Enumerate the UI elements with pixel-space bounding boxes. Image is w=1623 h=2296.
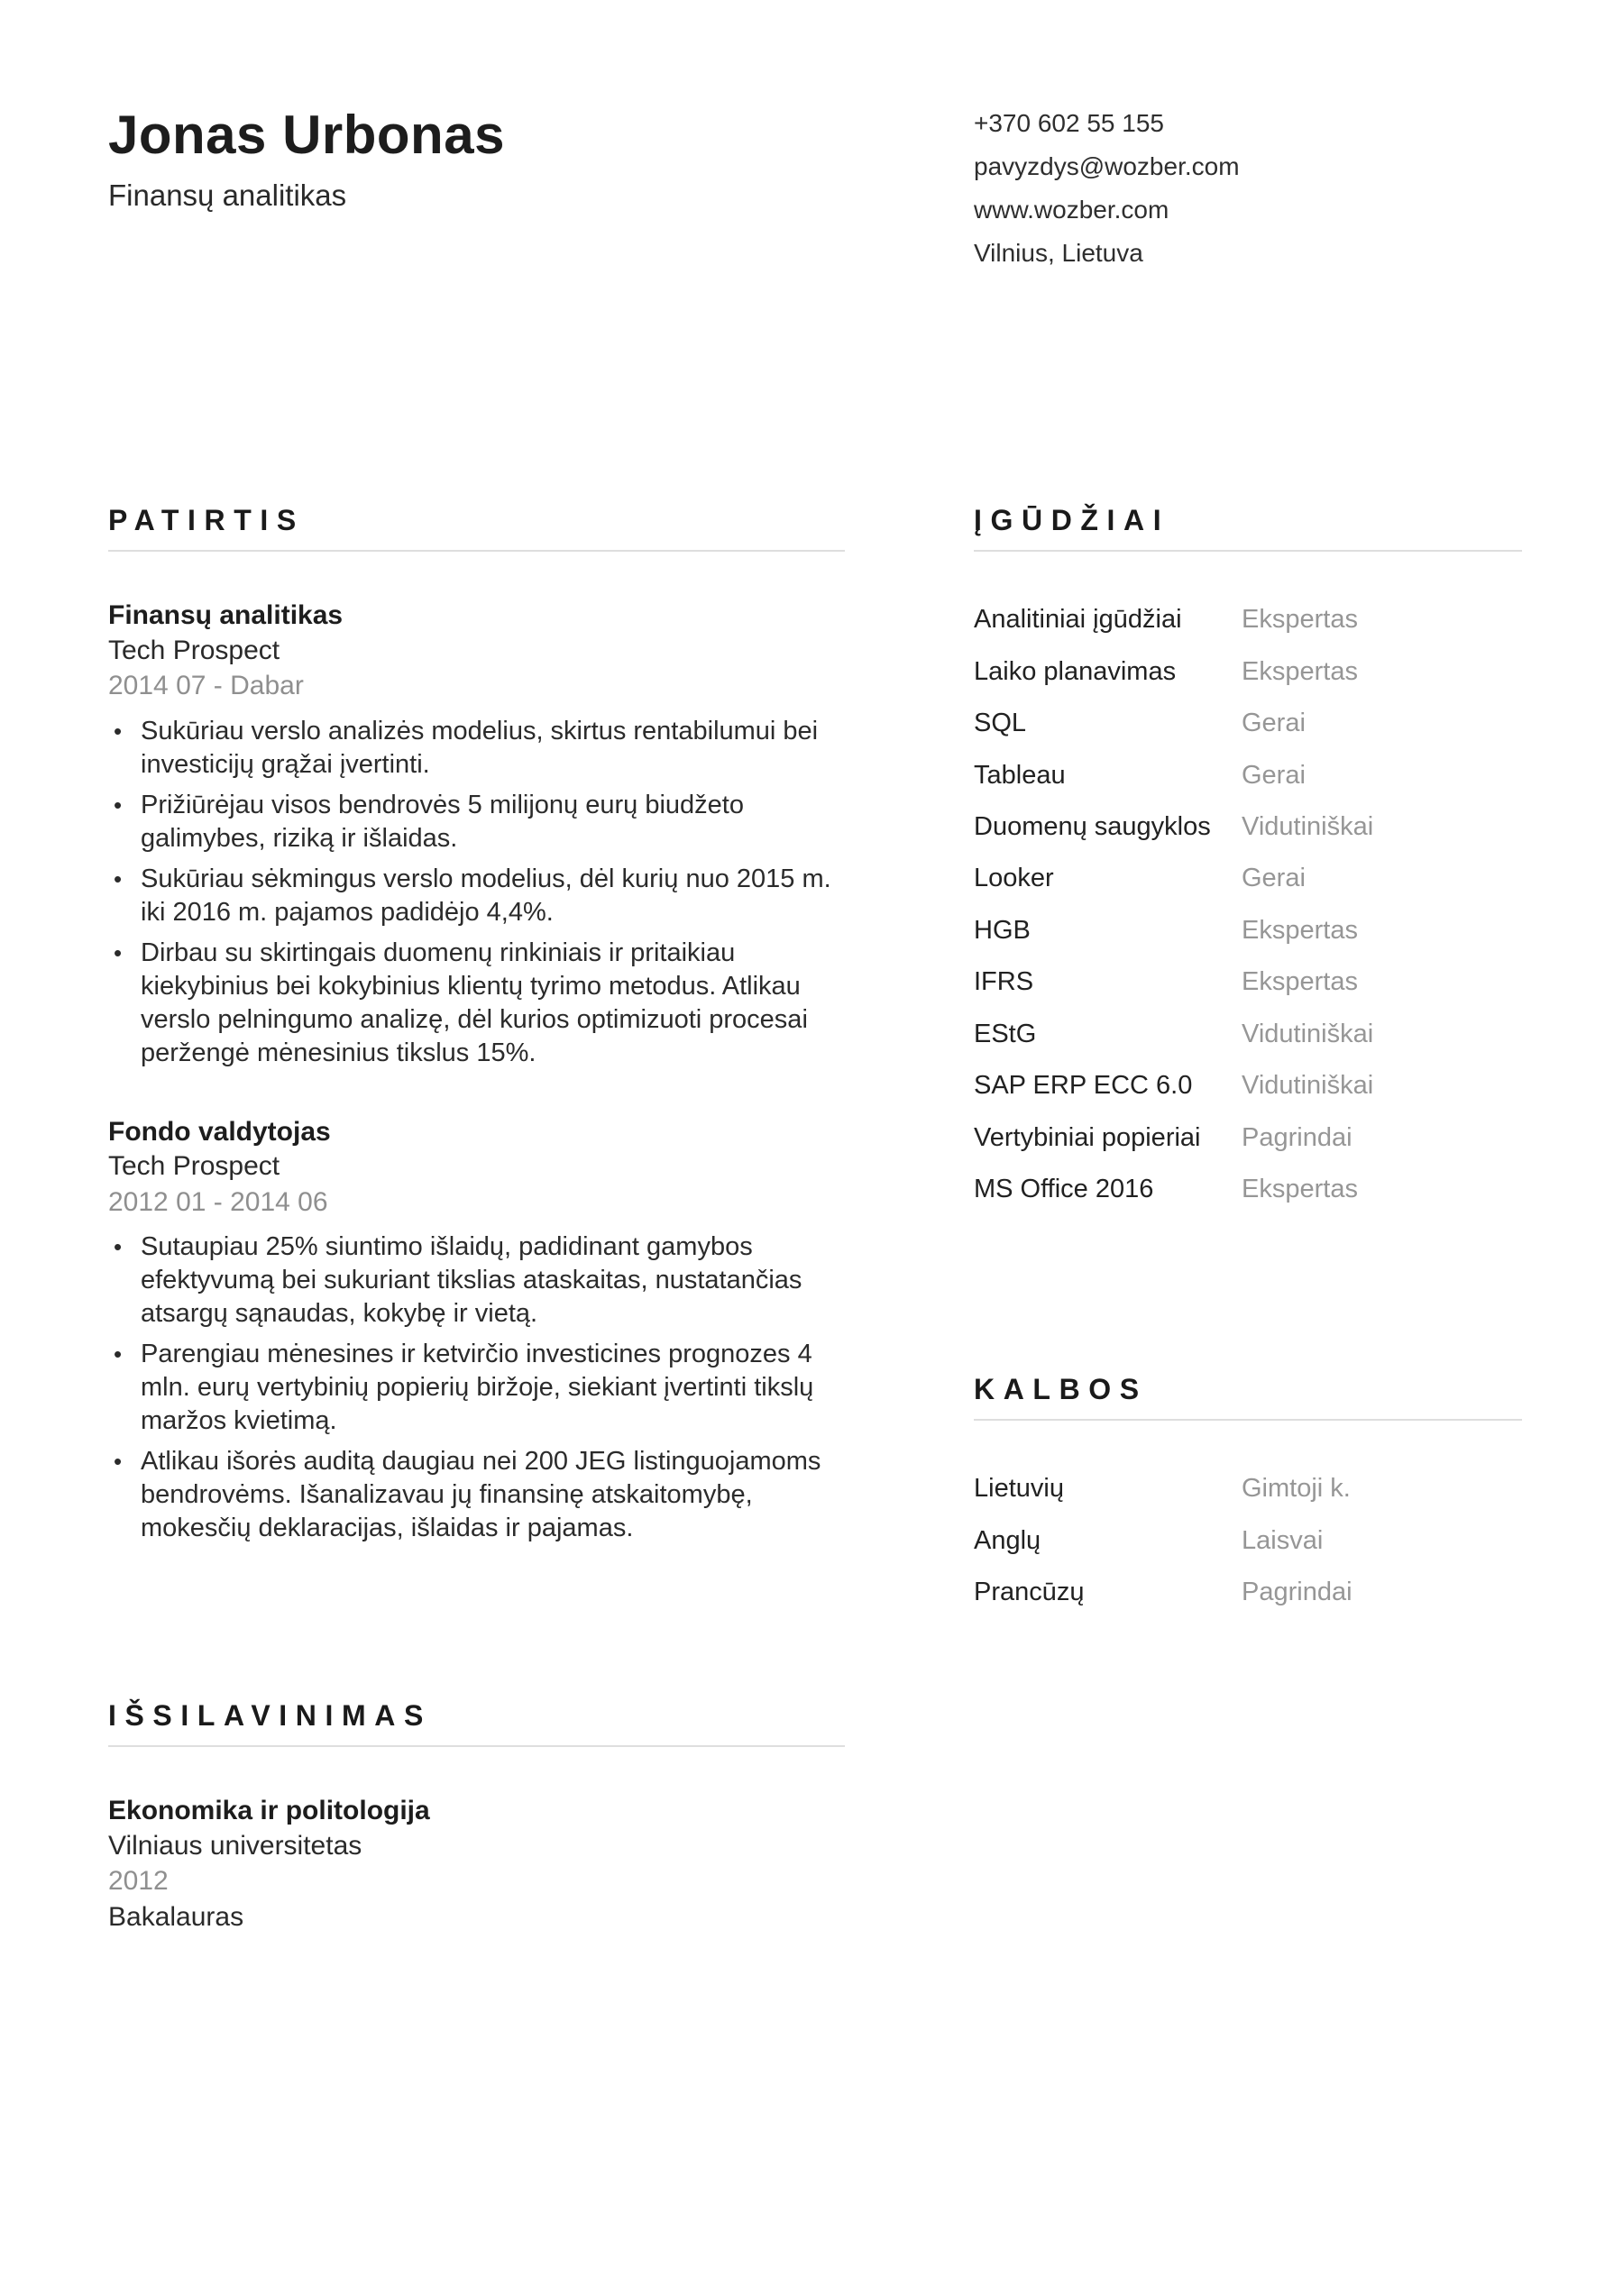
language-row (974, 1527, 1522, 1554)
skill-row (974, 1124, 1522, 1151)
skills-heading: ĮGŪDŽIAI (974, 504, 1170, 536)
contact-block (974, 102, 1240, 275)
skill-name: Vertybiniai popieriai (974, 1122, 1201, 1152)
skill-level: Gerai (1242, 709, 1306, 738)
education-year: 2012 (108, 1866, 169, 1897)
skill-name: Tableau (974, 760, 1066, 790)
skill-row (974, 762, 1522, 789)
person-name: Jonas Urbonas (108, 105, 505, 165)
skill-name: SAP ERP ECC 6.0 (974, 1071, 1193, 1101)
job-dates: 2012 01 - 2014 06 (108, 1186, 328, 1217)
skill-row (974, 813, 1522, 840)
job-title: Fondo valdytojas (108, 1116, 331, 1147)
skill-row (974, 968, 1522, 995)
skill-level: Ekspertas (1242, 1175, 1358, 1203)
skill-row (974, 606, 1522, 633)
skill-level: Pagrindai (1242, 1122, 1352, 1152)
skill-name: EStG (974, 1019, 1037, 1048)
skill-row (974, 658, 1522, 685)
section-divider (974, 550, 1522, 552)
skill-name: SQL (974, 709, 1027, 738)
job-bullet: • Prižiūrėjau visos bendrovės 5 milijonų eurų biudžeto galimybes, riziką ir išlaidas. (108, 789, 845, 855)
education-degree: Ekonomika ir politologija (108, 1796, 430, 1826)
skill-level: Ekspertas (1242, 605, 1358, 635)
language-level: Laisvai (1242, 1525, 1324, 1555)
job-bullet: • Sukūriau sėkmingus verslo modelius, dėl kurių nuo 2015 m. iki 2016 m. pajamos padidėjo 4,4%. (108, 863, 845, 929)
contact-phone: +370 602 55 155 (974, 109, 1164, 137)
skill-level: Vidutiniškai (1242, 811, 1374, 841)
contact-website: www.wozber.com (974, 196, 1169, 224)
job-bullet: • Atlikau išorės auditą daugiau nei 200 JEG listinguojamoms bendrovėms. Išanalizavau jų finansinę atskaitomybę, mokesčių deklaracijas, išlaidas ir pajamas. (108, 1445, 845, 1545)
section-skills (974, 505, 1522, 1227)
language-row (974, 1578, 1522, 1605)
section-experience (108, 505, 845, 1552)
job-bullet: • Dirbau su skirtingais duomenų rinkiniais ir pritaikiau kiekybinius bei kokybinius klientų tyrimo metodus. Atlikau verslo pelningumo analizę, dėl kurios optimizuoti procesai peržengė mėnesinius tikslus 15%. (108, 937, 845, 1070)
skill-name: HGB (974, 915, 1031, 945)
job-bullet: • Sutaupiau 25% siuntimo išlaidų, padidinant gamybos efektyvumą bei sukuriant tikslias ataskaitas, nustatančias atsargų sąnaudas, kokybę ir vietą. (108, 1230, 845, 1331)
languages-heading: KALBOS (974, 1373, 1148, 1405)
skill-row (974, 864, 1522, 892)
experience-entry (108, 1117, 845, 1546)
skill-name: IFRS (974, 967, 1034, 997)
job-bullet-list (108, 715, 845, 1070)
skills-list (974, 606, 1522, 1203)
skill-name: Analitiniai įgūdžiai (974, 605, 1182, 635)
contact-location: Vilnius, Lietuva (974, 239, 1143, 267)
section-divider (974, 1419, 1522, 1421)
section-education (108, 1700, 845, 1933)
education-heading: IŠSILAVINIMAS (108, 1699, 432, 1732)
languages-list (974, 1475, 1522, 1605)
skill-level: Gerai (1242, 760, 1306, 790)
skill-row (974, 917, 1522, 944)
skill-name: MS Office 2016 (974, 1175, 1154, 1203)
skill-level: Vidutiniškai (1242, 1019, 1374, 1048)
skill-row (974, 1072, 1522, 1099)
job-company: Tech Prospect (108, 635, 280, 665)
experience-heading: PATIRTIS (108, 504, 305, 536)
language-row (974, 1475, 1522, 1502)
skill-level: Vidutiniškai (1242, 1071, 1374, 1101)
language-name: Prancūzų (974, 1578, 1085, 1607)
job-title: Finansų analitikas (108, 600, 344, 631)
job-bullet-list (108, 1230, 845, 1545)
skill-level: Ekspertas (1242, 967, 1358, 997)
section-divider (108, 550, 845, 552)
job-dates: 2014 07 - Dabar (108, 671, 304, 701)
skill-name: Laiko planavimas (974, 656, 1177, 686)
language-name: Anglų (974, 1525, 1041, 1555)
job-bullet: • Sukūriau verslo analizės modelius, skirtus rentabilumui bei investicijų grąžai įvertinti. (108, 715, 845, 782)
skill-row (974, 1020, 1522, 1047)
education-entry (108, 1796, 845, 1933)
skill-level: Gerai (1242, 864, 1306, 893)
skill-level: Ekspertas (1242, 656, 1358, 686)
language-level: Pagrindai (1242, 1578, 1352, 1607)
education-level: Bakalauras (108, 1901, 244, 1932)
skill-name: Looker (974, 864, 1054, 893)
section-languages (974, 1374, 1522, 1631)
job-bullet: • Parengiau mėnesines ir ketvirčio investicines prognozes 4 mln. eurų vertybinių popierių biržoje, siekiant įvertinti tikslų maržos kvietimą. (108, 1338, 845, 1438)
language-level: Gimtoji k. (1242, 1474, 1351, 1504)
skill-row (974, 709, 1522, 736)
person-job-title: Finansų analitikas (108, 178, 347, 212)
education-school: Vilniaus universitetas (108, 1830, 362, 1861)
section-divider (108, 1745, 845, 1747)
skill-level: Ekspertas (1242, 915, 1358, 945)
contact-email: pavyzdys@wozber.com (974, 152, 1240, 180)
language-name: Lietuvių (974, 1474, 1064, 1504)
experience-entry (108, 600, 845, 1070)
skill-name: Duomenų saugyklos (974, 811, 1211, 841)
job-company: Tech Prospect (108, 1151, 280, 1182)
skill-row (974, 1175, 1522, 1203)
